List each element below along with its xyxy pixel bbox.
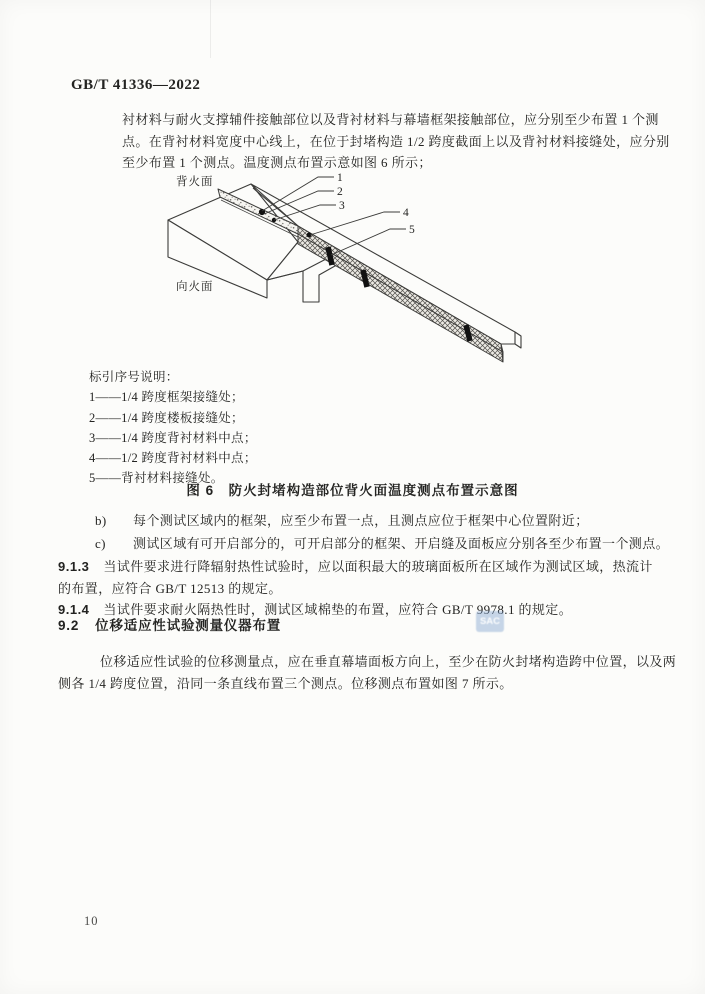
callout-1: 1 [337, 172, 343, 184]
callout-5: 5 [409, 224, 415, 236]
list-marker: b) [95, 513, 107, 528]
section-9-2-heading [58, 614, 281, 634]
legend-item: 2——1/4 跨度楼板接缝处； [89, 410, 244, 425]
callout-2: 2 [337, 186, 343, 198]
legend-item: 4——1/2 跨度背衬材料中点； [89, 451, 257, 466]
clause-9-1-3 [58, 556, 653, 599]
legend-item: 1——1/4 跨度框架接缝处； [89, 390, 244, 405]
clause-text: 当试件要求进行降辐射热性试验时，应以面积最大的玻璃面板所在区域作为测试区域，热流计 [103, 559, 653, 574]
clause-text: 的布置，应符合 GB/T 12513 的规定。 [58, 580, 282, 596]
clause-text: 当试件要求耐火隔热性时，测试区域棉垫的布置，应符合 GB/T 9978.1 的规定。 [103, 602, 573, 617]
clause-number: 9.1.4 [58, 602, 90, 617]
unexposed-face-label: 背火面 [176, 176, 214, 188]
page-number: 10 [84, 914, 99, 928]
list-item-b [95, 510, 589, 529]
figure-caption: 图 6 防火封堵构造部位背火面温度测点布置示意图 [186, 483, 519, 498]
paragraph-line: 侧各 1/4 跨度位置，沿同一条直线布置三个测点。位移测点布置如图 7 所示。 [58, 675, 513, 691]
exposed-face-label: 向火面 [176, 281, 214, 293]
sac-watermark-text: SAC [479, 616, 501, 627]
callout-numbers [337, 172, 415, 236]
legend-item: 3——1/4 跨度背衬材料中点； [89, 430, 257, 445]
figure-legend [89, 367, 257, 489]
paragraph-line: 位移适应性试验的位移测量点，应在垂直幕墙面板方向上，至少在防火封堵构造跨中位置，以及两 [100, 654, 677, 669]
sac-watermark-badge [476, 611, 504, 632]
scan-fold-line [210, 0, 211, 58]
list-text: 每个测试区域内的框架，应至少布置一点，且测点应位于框架中心位置附近； [133, 513, 589, 528]
list-marker: c) [95, 536, 106, 551]
list-text: 测试区域有可开启部分的，可开启部分的框架、开启缝及面板应分别各至少布置一个测点。 [133, 536, 670, 551]
list-item-c [95, 533, 669, 552]
section-9-2-paragraph [58, 651, 676, 694]
section-number: 9.2 [58, 618, 80, 633]
callout-4: 4 [403, 207, 409, 219]
legend-title: 标引序号说明： [89, 370, 179, 384]
callout-3: 3 [339, 200, 345, 212]
section-title: 位移适应性试验测量仪器布置 [95, 618, 282, 633]
legend-item: 5——背衬材料接缝处。 [89, 471, 224, 486]
intro-line: 至少布置 1 个测点。温度测点布置示意如图 6 所示； [122, 155, 432, 170]
intro-line: 点。在背衬材料宽度中心线上，在位于封堵构造 1/2 跨度截面上以及背衬材料接缝处，应分别 [122, 133, 670, 149]
clause-number: 9.1.3 [58, 559, 90, 574]
standard-number-header: GB/T 41336—2022 [71, 77, 201, 93]
figure-6-diagram [145, 163, 595, 371]
intro-line: 衬材料与耐火支撑辅件接触部位以及背衬材料与幕墙框架接触部位，应分别至少布置 1 个测 [122, 112, 659, 127]
